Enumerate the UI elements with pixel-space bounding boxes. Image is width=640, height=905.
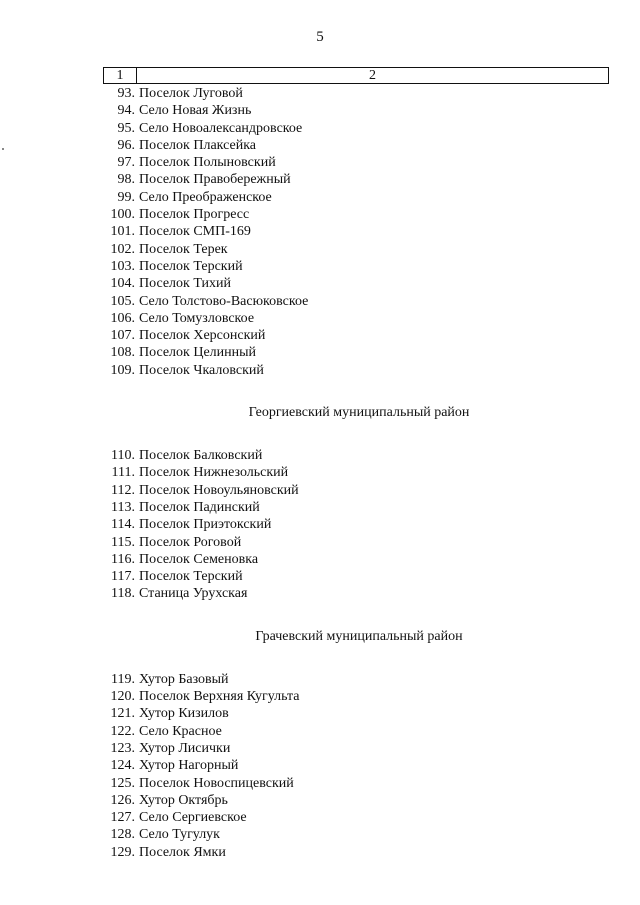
list-item-name: Поселок Терек [139, 241, 228, 257]
list-item [106, 327, 606, 344]
list-item-name: Поселок Луговой [139, 86, 243, 101]
list-item [106, 482, 606, 499]
list-item [106, 740, 606, 757]
list-item [106, 447, 606, 464]
list-item [106, 464, 606, 481]
list-item [106, 826, 606, 843]
list-item-number: 117. [111, 569, 135, 585]
list-item [106, 568, 606, 585]
list-item-number: 107. [110, 328, 135, 344]
list-item-name: Поселок Падинский [139, 499, 260, 515]
list-item-number: 113. [111, 499, 135, 515]
list-item-name: Поселок Приэтокский [139, 517, 272, 533]
list-item-name: Хутор Нагорный [139, 758, 239, 774]
list-item [106, 585, 606, 602]
list-item-number: 99. [117, 189, 135, 205]
list-item-number: 129. [110, 844, 135, 860]
list-item-number: 125. [110, 775, 135, 791]
list-item-name: Село Преображенское [139, 189, 272, 205]
list-item-number: 104. [110, 276, 135, 292]
list-item-name: Поселок СМП-169 [139, 224, 251, 240]
list-item-name: Поселок Нижнезольский [139, 465, 289, 481]
table-header-col-2: 2 [369, 68, 376, 83]
list-item [106, 688, 606, 705]
list-item-name: Поселок Херсонский [139, 328, 266, 344]
scan-speck [2, 148, 4, 150]
list-item-number: 114. [111, 517, 135, 533]
list-item-name: Поселок Терский [139, 569, 243, 585]
list-item-name: Поселок Балковский [139, 448, 263, 464]
list-item-number: 98. [117, 172, 135, 188]
list-item [106, 258, 606, 275]
list-item-name: Поселок Роговой [139, 534, 242, 550]
list-item-number: 124. [110, 758, 135, 774]
list-item-number: 110. [111, 448, 135, 464]
list-item [106, 723, 606, 740]
list-item-number: 102. [110, 241, 135, 257]
list-item-name: Село Тугулук [139, 827, 220, 843]
list-item [106, 171, 606, 188]
list-item [106, 275, 606, 292]
list-item-name: Поселок Целинный [139, 345, 257, 361]
list-item [106, 775, 606, 792]
district-heading: Грачевский муниципальный район [255, 628, 463, 644]
list-item-number: 122. [110, 723, 135, 739]
list-item-name: Хутор Базовый [139, 671, 229, 687]
list-item-name: Поселок Верхняя Кугульта [139, 689, 300, 705]
list-item-name: Хутор Лисички [139, 740, 231, 756]
list-item-name: Село Томузловское [139, 310, 255, 326]
list-item-name: Поселок Новоспицевский [139, 775, 294, 791]
list-item-name: Поселок Новоульяновский [139, 482, 299, 498]
table-header-col-1: 1 [104, 68, 137, 83]
list-item-name: Село Новоалександровское [139, 120, 303, 136]
settlement-list [106, 85, 606, 861]
list-item-number: 103. [110, 258, 135, 274]
list-item-name: Село Красное [139, 723, 222, 739]
list-item-name: Село Толстово-Васюковское [139, 293, 309, 309]
list-item [106, 120, 606, 137]
list-item [106, 757, 606, 774]
list-item-name: Поселок Полыновский [139, 155, 276, 171]
list-item-number: 94. [117, 103, 135, 119]
list-item [106, 241, 606, 258]
list-item [106, 362, 606, 379]
list-item-name: Поселок Чкаловский [139, 362, 264, 378]
list-item-number: 123. [110, 740, 135, 756]
list-item [106, 137, 606, 154]
list-item-name: Поселок Семеновка [139, 551, 259, 567]
list-item [106, 102, 606, 119]
list-item-name: Село Сергиевское [139, 810, 247, 826]
list-item [106, 85, 606, 102]
list-item [106, 792, 606, 809]
list-item-number: 127. [110, 810, 135, 826]
list-item-number: 109. [110, 362, 135, 378]
list-item-name: Хутор Кизилов [139, 706, 229, 722]
list-item-name: Поселок Тихий [139, 276, 232, 292]
list-item-number: 128. [110, 827, 135, 843]
list-item-number: 119. [111, 671, 135, 687]
list-item-number: 121. [110, 706, 135, 722]
list-item-number: 111. [111, 465, 135, 481]
list-item-name: Поселок Правобережный [139, 172, 291, 188]
list-item-number: 118. [111, 586, 135, 602]
list-item-number: 116. [111, 551, 135, 567]
list-item [106, 671, 606, 688]
list-item-name: Поселок Прогресс [139, 207, 250, 223]
list-item [106, 293, 606, 310]
list-item [106, 844, 606, 861]
list-item-name: Село Новая Жизнь [139, 103, 252, 119]
list-item [106, 705, 606, 722]
list-item-number: 105. [110, 293, 135, 309]
list-item-name: Поселок Терский [139, 258, 243, 274]
list-item [106, 223, 606, 240]
list-item [106, 344, 606, 361]
list-item [106, 516, 606, 533]
list-item-number: 112. [111, 482, 135, 498]
list-item-name: Станица Урухская [139, 586, 248, 602]
list-item-number: 115. [111, 534, 135, 550]
list-item [106, 809, 606, 826]
list-item [106, 206, 606, 223]
list-item-name: Хутор Октябрь [139, 792, 228, 808]
district-heading: Георгиевский муниципальный район [248, 405, 470, 421]
list-item-number: 120. [110, 689, 135, 705]
list-item-number: 93. [117, 86, 135, 101]
list-item [106, 189, 606, 206]
table-header [103, 67, 609, 84]
list-item [106, 534, 606, 551]
list-item-number: 96. [117, 137, 135, 153]
list-item-number: 106. [110, 310, 135, 326]
list-item [106, 310, 606, 327]
list-item-number: 101. [110, 224, 135, 240]
list-item [106, 551, 606, 568]
list-item-number: 100. [110, 207, 135, 223]
list-item-name: Поселок Ямки [139, 844, 226, 860]
list-item-number: 108. [110, 345, 135, 361]
list-item [106, 154, 606, 171]
list-item-name: Поселок Плаксейка [139, 137, 257, 153]
list-item-number: 97. [117, 155, 135, 171]
list-item-number: 95. [117, 120, 135, 136]
page-number: 5 [316, 29, 324, 45]
list-item-number: 126. [110, 792, 135, 808]
list-item [106, 499, 606, 516]
